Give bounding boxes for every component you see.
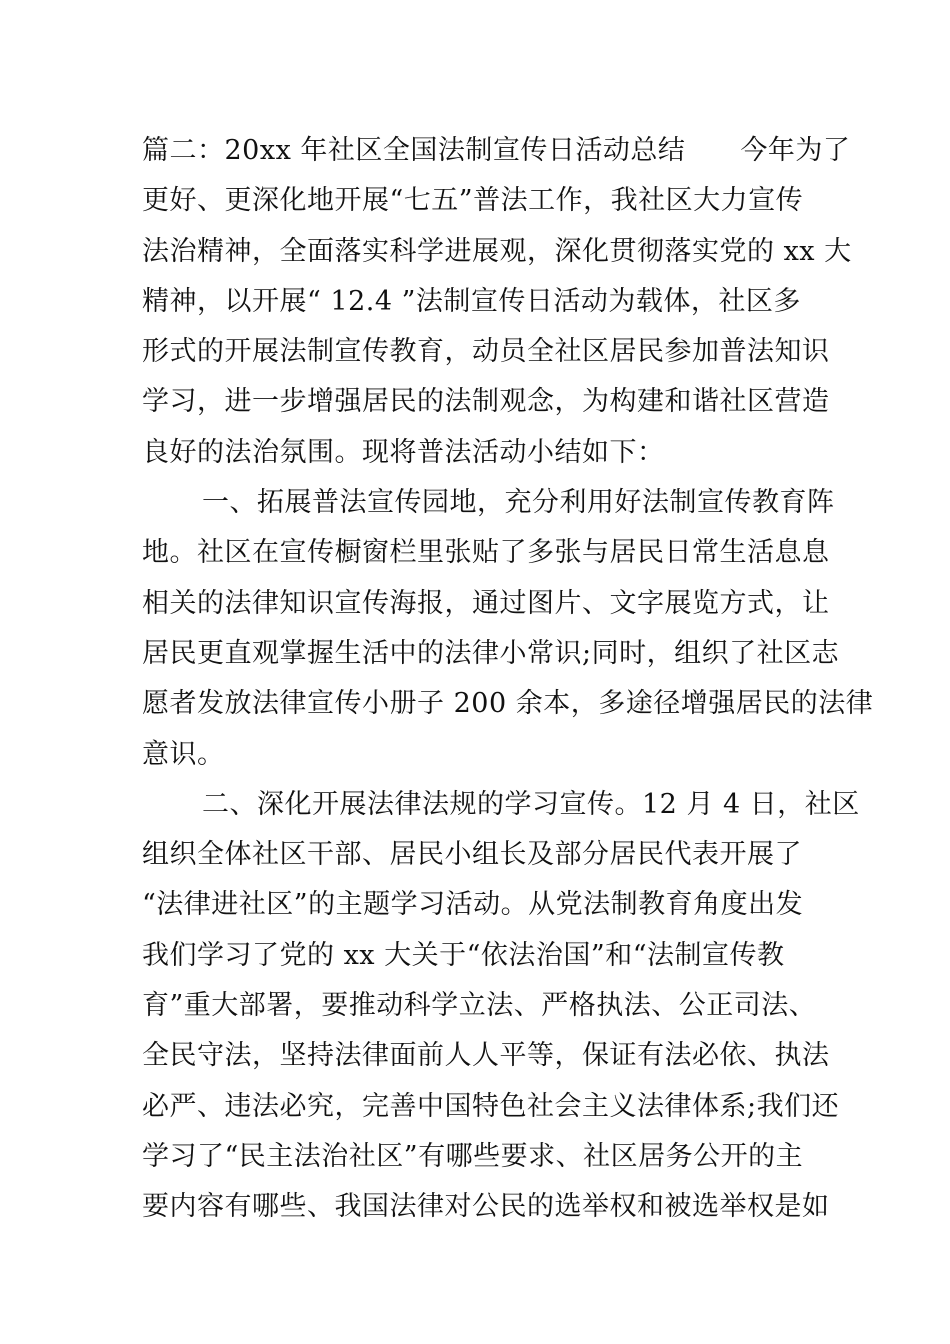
text-line: 更好、更深化地开展“七五”普法工作，我社区大力宣传 [142, 185, 804, 217]
text-line: 良好的法治氛围。现将普法活动小结如下： [142, 436, 665, 468]
text-line: 精神，以开展“ 12.4 ”法制宣传日活动为载体，社区多 [142, 285, 801, 317]
text-line: 必严、违法必究，完善中国特色社会主义法律体系;我们还 [142, 1090, 840, 1122]
text-line: 学习，进一步增强居民的法制观念，为构建和谐社区营造 [142, 386, 830, 418]
text-line: 我们学习了党的 xx 大关于“依法治国”和“法制宣传教 [142, 939, 785, 971]
text-line: 要内容有哪些、我国法律对公民的选举权和被选举权是如 [142, 1191, 830, 1223]
text-line: 法治精神，全面落实科学进展观，深化贯彻落实党的 xx 大 [142, 235, 852, 267]
text-line: 组织全体社区干部、居民小组长及部分居民代表开展了 [142, 839, 802, 871]
text-line: 学习了“民主法治社区”有哪些要求、社区居务公开的主 [142, 1140, 804, 1172]
text-line: 地。社区在宣传橱窗栏里张贴了多张与居民日常生活息息 [142, 537, 830, 569]
text-line: 育”重大部署，要推动科学立法、严格执法、公正司法、 [142, 990, 817, 1022]
text-line: 意识。 [142, 738, 225, 770]
text-line: 居民更直观掌握生活中的法律小常识;同时，组织了社区志 [142, 637, 840, 669]
text-line: 形式的开展法制宣传教育，动员全社区居民参加普法知识 [142, 336, 830, 368]
text-line: 篇二：20xx 年社区全国法制宣传日活动总结 今年为了 [142, 135, 851, 166]
paragraph-start-line: 一、拓展普法宣传园地，充分利用好法制宣传教育阵 [202, 487, 835, 519]
text-line: “法律进社区”的主题学习活动。从党法制教育角度出发 [142, 889, 804, 921]
paragraph-start-line: 二、深化开展法律法规的学习宣传。12 月 4 日，社区 [202, 788, 860, 820]
text-line: 相关的法律知识宣传海报，通过图片、文字展览方式，让 [142, 587, 830, 619]
text-line: 全民守法，坚持法律面前人人平等，保证有法必依、执法 [142, 1040, 830, 1072]
text-line: 愿者发放法律宣传小册子 200 余本，多途径增强居民的法律 [142, 688, 874, 720]
document-body [142, 126, 874, 1233]
